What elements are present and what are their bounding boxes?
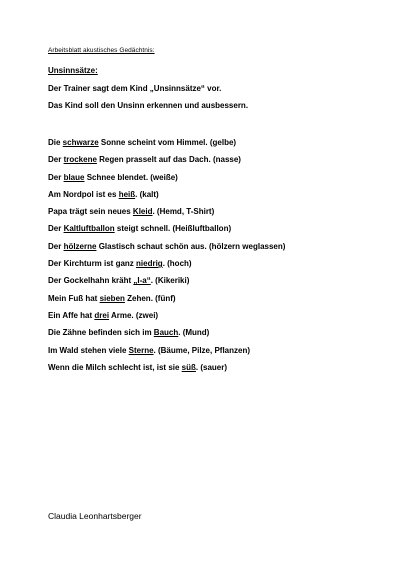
sentence-item (48, 345, 378, 362)
worksheet-header: Arbeitsblatt akustisches Gedächtnis: (48, 47, 155, 54)
sentence-item (48, 293, 378, 310)
sentence-text: Im Wald stehen viele (48, 345, 129, 355)
sentence-text: Zehen. (fünf) (124, 293, 176, 303)
sentence-text: . (kalt) (135, 189, 159, 199)
sentence-item (48, 310, 378, 327)
sentence-item (48, 362, 378, 379)
sentence-item (48, 241, 378, 258)
nonsense-word: drei (94, 310, 110, 320)
sentence-text: Am Nordpol ist es (48, 189, 119, 199)
sentence-item (48, 189, 378, 206)
sentence-item (48, 172, 378, 189)
sentence-item (48, 327, 378, 344)
sentence-text: . (Hemd, T-Shirt) (152, 207, 215, 217)
sentence-item (48, 275, 378, 292)
nonsense-word: „I-a“ (133, 276, 151, 286)
sentence-item (48, 223, 378, 240)
sentence-text: Der Gockelhahn kräht (48, 276, 134, 286)
sentence-item (48, 154, 378, 171)
sentence-text: Glastisch schaut schön aus. (hölzern weglassen) (96, 241, 286, 251)
sentence-text: Wenn die Milch schlecht ist, ist sie (48, 362, 182, 372)
worksheet-title: Unsinnsätze: (48, 66, 98, 75)
sentence-item (48, 206, 378, 223)
sentence-text: . (Kikeriki) (150, 276, 190, 286)
sentence-text: Sonne scheint vom Himmel. (gelbe) (98, 138, 237, 147)
nonsense-word: schwarze (62, 138, 99, 147)
nonsense-word: Kleid (132, 207, 153, 217)
sentence-text: . (Mund) (178, 328, 210, 338)
nonsense-word: süß (181, 362, 196, 372)
sentence-text: Regen prasselt auf das Dach. (nasse) (96, 155, 241, 165)
sentence-text: Arme. (zwei) (109, 310, 159, 320)
sentence-text: Der Kirchturm ist ganz (48, 259, 137, 269)
sentence-text: Papa trägt sein neues (48, 207, 133, 217)
nonsense-word: trockene (63, 155, 97, 165)
nonsense-word: sieben (99, 293, 125, 303)
nonsense-word: Bauch (153, 328, 179, 338)
nonsense-word: blaue (63, 172, 85, 182)
nonsense-word: hölzerne (63, 241, 97, 251)
sentence-item (48, 258, 378, 275)
sentence-text: Der (48, 172, 64, 182)
sentence-text: Die (48, 138, 63, 147)
sentence-text: Der (48, 224, 64, 234)
intro-line: Der Trainer sagt dem Kind „Unsinnsätze“ vor. (48, 84, 222, 93)
sentence-item (48, 137, 378, 154)
author-name: Claudia Leonhartsberger (48, 511, 142, 521)
sentence-text: . (Bäume, Pilze, Pflanzen) (153, 345, 250, 355)
nonsense-word: Sterne (128, 345, 154, 355)
sentence-text: Ein Affe hat (48, 310, 95, 320)
sentence-text: Mein Fuß hat (48, 293, 100, 303)
nonsense-word: niedrig (136, 259, 163, 269)
intro-line: Das Kind soll den Unsinn erkennen und ausbessern. (48, 101, 249, 110)
sentence-text: Der (48, 155, 64, 165)
sentence-text: . (sauer) (195, 362, 228, 372)
sentence-text: Die Zähne befinden sich im (48, 328, 154, 338)
sentence-text: Der (48, 241, 64, 251)
sentence-text: Schnee blendet. (weiße) (84, 172, 178, 182)
nonsense-word: Kaltluftballon (63, 224, 115, 234)
nonsense-sentence-list (48, 137, 378, 379)
sentence-text: steigt schnell. (Heißluftballon) (114, 224, 232, 234)
nonsense-word: heiß (118, 189, 136, 199)
sentence-text: . (hoch) (162, 259, 192, 269)
